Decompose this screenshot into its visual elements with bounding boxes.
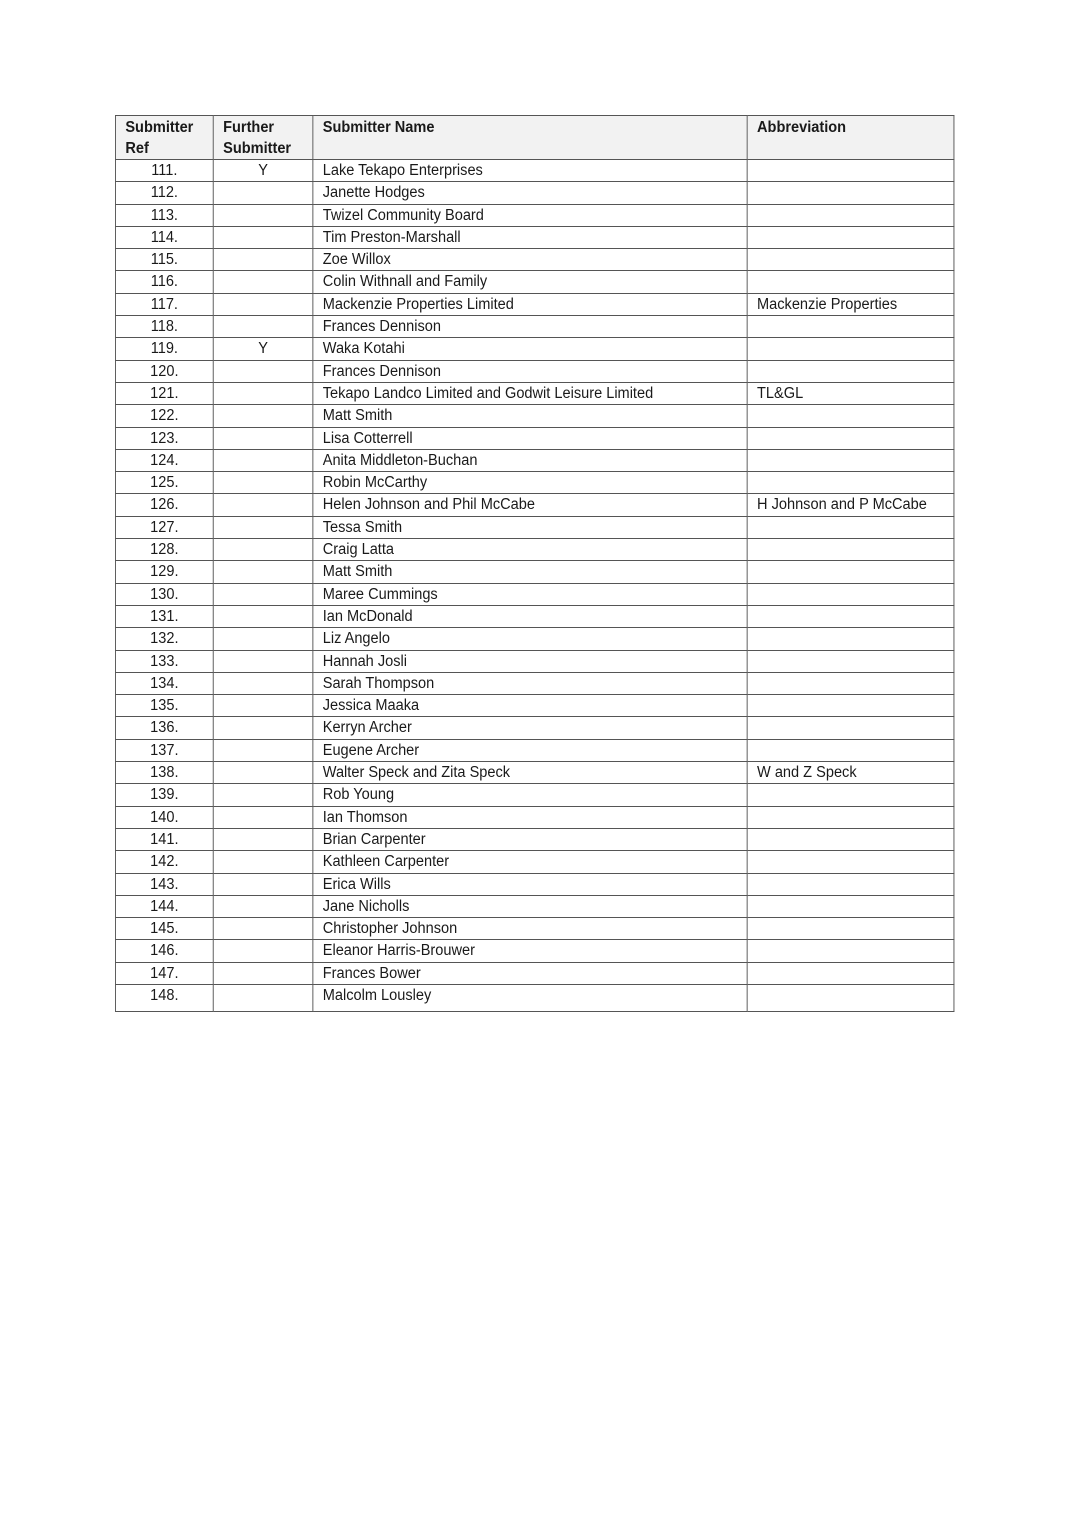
cell-submitter-name: Tim Preston-Marshall — [313, 226, 747, 248]
cell-further-submitter — [213, 249, 313, 271]
cell-submitter-name: Frances Dennison — [313, 316, 747, 338]
cell-further-submitter — [213, 873, 313, 895]
cell-submitter-name: Sarah Thompson — [313, 672, 747, 694]
cell-submitter-name: Eleanor Harris-Brouwer — [313, 940, 747, 962]
cell-abbreviation — [747, 605, 954, 627]
cell-submitter-name: Maree Cummings — [313, 583, 747, 605]
cell-further-submitter — [213, 895, 313, 917]
cell-submitter-name: Eugene Archer — [313, 739, 747, 761]
cell-abbreviation — [747, 851, 954, 873]
table-row — [115, 984, 953, 1011]
cell-submitter-name: Lisa Cotterrell — [313, 427, 747, 449]
header-submitter-name: Submitter Name — [313, 116, 747, 160]
cell-abbreviation — [747, 672, 954, 694]
cell-abbreviation — [747, 249, 954, 271]
cell-abbreviation — [747, 561, 954, 583]
cell-abbreviation — [747, 895, 954, 917]
cell-submitter-ref: 145. — [115, 918, 213, 940]
cell-further-submitter: Y — [213, 160, 313, 182]
cell-submitter-ref: 127. — [115, 516, 213, 538]
cell-submitter-ref: 126. — [115, 494, 213, 516]
table-row — [115, 338, 953, 360]
cell-submitter-ref: 137. — [115, 739, 213, 761]
cell-abbreviation — [747, 449, 954, 471]
cell-abbreviation: Mackenzie Properties — [747, 293, 954, 315]
cell-further-submitter — [213, 695, 313, 717]
table-row — [115, 828, 953, 850]
cell-submitter-name: Helen Johnson and Phil McCabe — [313, 494, 747, 516]
cell-submitter-name: Matt Smith — [313, 405, 747, 427]
cell-submitter-name: Frances Bower — [313, 962, 747, 984]
cell-submitter-ref: 129. — [115, 561, 213, 583]
cell-further-submitter — [213, 717, 313, 739]
table-row — [115, 784, 953, 806]
cell-submitter-name: Ian McDonald — [313, 605, 747, 627]
cell-further-submitter — [213, 182, 313, 204]
cell-submitter-ref: 120. — [115, 360, 213, 382]
table-row — [115, 851, 953, 873]
cell-submitter-ref: 124. — [115, 449, 213, 471]
cell-submitter-ref: 148. — [115, 984, 213, 1011]
cell-submitter-name: Robin McCarthy — [313, 472, 747, 494]
cell-further-submitter — [213, 762, 313, 784]
header-further-submitter: Further Submitter — [213, 116, 313, 160]
cell-submitter-ref: 141. — [115, 828, 213, 850]
cell-submitter-name: Tekapo Landco Limited and Godwit Leisure Limited — [313, 382, 747, 404]
cell-further-submitter — [213, 650, 313, 672]
table-row — [115, 449, 953, 471]
cell-submitter-name: Ian Thomson — [313, 806, 747, 828]
cell-submitter-ref: 113. — [115, 204, 213, 226]
cell-further-submitter — [213, 382, 313, 404]
cell-submitter-name: Jane Nicholls — [313, 895, 747, 917]
cell-abbreviation — [747, 962, 954, 984]
cell-submitter-ref: 133. — [115, 650, 213, 672]
header-abbreviation: Abbreviation — [747, 116, 954, 160]
table-row — [115, 382, 953, 404]
cell-further-submitter — [213, 828, 313, 850]
table-row — [115, 516, 953, 538]
cell-further-submitter — [213, 427, 313, 449]
cell-further-submitter — [213, 204, 313, 226]
table-row — [115, 806, 953, 828]
cell-further-submitter — [213, 561, 313, 583]
cell-further-submitter — [213, 918, 313, 940]
cell-further-submitter — [213, 449, 313, 471]
cell-abbreviation — [747, 940, 954, 962]
cell-further-submitter — [213, 583, 313, 605]
table-header-row — [115, 116, 953, 160]
cell-abbreviation — [747, 516, 954, 538]
table-row — [115, 918, 953, 940]
cell-abbreviation — [747, 984, 954, 1011]
cell-submitter-name: Liz Angelo — [313, 628, 747, 650]
cell-submitter-ref: 140. — [115, 806, 213, 828]
table-row — [115, 316, 953, 338]
cell-submitter-ref: 116. — [115, 271, 213, 293]
cell-abbreviation — [747, 918, 954, 940]
cell-further-submitter — [213, 962, 313, 984]
cell-submitter-ref: 119. — [115, 338, 213, 360]
table-row — [115, 895, 953, 917]
cell-abbreviation — [747, 338, 954, 360]
cell-submitter-ref: 136. — [115, 717, 213, 739]
cell-submitter-ref: 112. — [115, 182, 213, 204]
cell-further-submitter — [213, 472, 313, 494]
cell-submitter-name: Walter Speck and Zita Speck — [313, 762, 747, 784]
table-row — [115, 561, 953, 583]
cell-submitter-ref: 143. — [115, 873, 213, 895]
cell-submitter-name: Brian Carpenter — [313, 828, 747, 850]
cell-submitter-ref: 146. — [115, 940, 213, 962]
cell-abbreviation — [747, 405, 954, 427]
cell-abbreviation: H Johnson and P McCabe — [747, 494, 954, 516]
cell-submitter-name: Matt Smith — [313, 561, 747, 583]
cell-abbreviation — [747, 695, 954, 717]
cell-submitter-ref: 138. — [115, 762, 213, 784]
cell-further-submitter: Y — [213, 338, 313, 360]
table-row — [115, 204, 953, 226]
cell-further-submitter — [213, 784, 313, 806]
submitters-table — [115, 115, 954, 1012]
cell-further-submitter — [213, 605, 313, 627]
cell-submitter-name: Lake Tekapo Enterprises — [313, 160, 747, 182]
table-row — [115, 405, 953, 427]
cell-submitter-name: Craig Latta — [313, 539, 747, 561]
cell-abbreviation — [747, 583, 954, 605]
table-row — [115, 539, 953, 561]
cell-submitter-name: Hannah Josli — [313, 650, 747, 672]
cell-abbreviation — [747, 873, 954, 895]
cell-abbreviation — [747, 182, 954, 204]
cell-submitter-name: Mackenzie Properties Limited — [313, 293, 747, 315]
cell-submitter-ref: 122. — [115, 405, 213, 427]
cell-submitter-name: Waka Kotahi — [313, 338, 747, 360]
cell-abbreviation — [747, 427, 954, 449]
cell-submitter-ref: 125. — [115, 472, 213, 494]
cell-further-submitter — [213, 494, 313, 516]
cell-abbreviation — [747, 628, 954, 650]
cell-submitter-ref: 132. — [115, 628, 213, 650]
cell-submitter-ref: 117. — [115, 293, 213, 315]
cell-abbreviation — [747, 739, 954, 761]
cell-further-submitter — [213, 405, 313, 427]
header-submitter-ref: Submitter Ref — [115, 116, 213, 160]
cell-submitter-ref: 139. — [115, 784, 213, 806]
cell-submitter-name: Janette Hodges — [313, 182, 747, 204]
cell-abbreviation — [747, 360, 954, 382]
table-row — [115, 293, 953, 315]
table-row — [115, 940, 953, 962]
cell-submitter-ref: 142. — [115, 851, 213, 873]
cell-submitter-ref: 131. — [115, 605, 213, 627]
cell-further-submitter — [213, 539, 313, 561]
table-row — [115, 583, 953, 605]
cell-further-submitter — [213, 293, 313, 315]
cell-further-submitter — [213, 628, 313, 650]
table-row — [115, 182, 953, 204]
table-row — [115, 739, 953, 761]
cell-submitter-ref: 147. — [115, 962, 213, 984]
table-row — [115, 160, 953, 182]
cell-further-submitter — [213, 316, 313, 338]
cell-further-submitter — [213, 226, 313, 248]
cell-abbreviation — [747, 539, 954, 561]
table-row — [115, 226, 953, 248]
cell-submitter-ref: 130. — [115, 583, 213, 605]
cell-further-submitter — [213, 806, 313, 828]
cell-further-submitter — [213, 672, 313, 694]
cell-submitter-name: Kerryn Archer — [313, 717, 747, 739]
table-row — [115, 962, 953, 984]
table-row — [115, 873, 953, 895]
table-row — [115, 717, 953, 739]
cell-abbreviation: TL&GL — [747, 382, 954, 404]
cell-submitter-name: Anita Middleton-Buchan — [313, 449, 747, 471]
cell-abbreviation — [747, 316, 954, 338]
cell-abbreviation — [747, 828, 954, 850]
cell-abbreviation — [747, 784, 954, 806]
table-row — [115, 650, 953, 672]
table-row — [115, 360, 953, 382]
cell-submitter-ref: 144. — [115, 895, 213, 917]
cell-abbreviation — [747, 472, 954, 494]
cell-submitter-name: Malcolm Lousley — [313, 984, 747, 1011]
cell-submitter-ref: 115. — [115, 249, 213, 271]
table-row — [115, 494, 953, 516]
cell-submitter-name: Erica Wills — [313, 873, 747, 895]
table-row — [115, 605, 953, 627]
cell-further-submitter — [213, 516, 313, 538]
cell-further-submitter — [213, 360, 313, 382]
table-row — [115, 628, 953, 650]
table-row — [115, 762, 953, 784]
cell-further-submitter — [213, 271, 313, 293]
cell-further-submitter — [213, 851, 313, 873]
cell-submitter-name: Frances Dennison — [313, 360, 747, 382]
cell-further-submitter — [213, 940, 313, 962]
cell-abbreviation: W and Z Speck — [747, 762, 954, 784]
table-row — [115, 271, 953, 293]
cell-submitter-ref: 135. — [115, 695, 213, 717]
cell-abbreviation — [747, 806, 954, 828]
cell-abbreviation — [747, 717, 954, 739]
cell-abbreviation — [747, 650, 954, 672]
cell-submitter-ref: 134. — [115, 672, 213, 694]
cell-submitter-ref: 123. — [115, 427, 213, 449]
cell-abbreviation — [747, 160, 954, 182]
cell-abbreviation — [747, 226, 954, 248]
table-row — [115, 249, 953, 271]
cell-submitter-ref: 111. — [115, 160, 213, 182]
cell-further-submitter — [213, 984, 313, 1011]
cell-abbreviation — [747, 204, 954, 226]
cell-submitter-name: Kathleen Carpenter — [313, 851, 747, 873]
cell-submitter-name: Twizel Community Board — [313, 204, 747, 226]
cell-abbreviation — [747, 271, 954, 293]
cell-submitter-ref: 128. — [115, 539, 213, 561]
cell-submitter-name: Tessa Smith — [313, 516, 747, 538]
cell-further-submitter — [213, 739, 313, 761]
cell-submitter-name: Zoe Willox — [313, 249, 747, 271]
table-row — [115, 472, 953, 494]
cell-submitter-ref: 118. — [115, 316, 213, 338]
table-body — [115, 160, 953, 1012]
table-row — [115, 695, 953, 717]
cell-submitter-name: Christopher Johnson — [313, 918, 747, 940]
cell-submitter-name: Colin Withnall and Family — [313, 271, 747, 293]
cell-submitter-name: Jessica Maaka — [313, 695, 747, 717]
table-row — [115, 672, 953, 694]
cell-submitter-name: Rob Young — [313, 784, 747, 806]
cell-submitter-ref: 121. — [115, 382, 213, 404]
table-row — [115, 427, 953, 449]
cell-submitter-ref: 114. — [115, 226, 213, 248]
